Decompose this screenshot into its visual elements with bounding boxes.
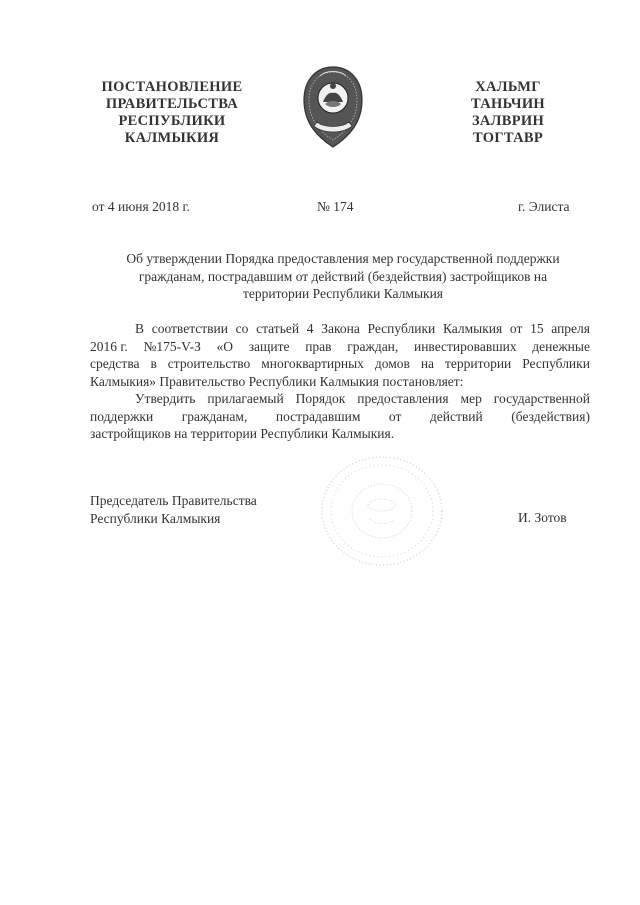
header-left-line: ПРАВИТЕЛЬСТВА: [105, 96, 239, 112]
document-date: от 4 июня 2018 г.: [92, 199, 190, 214]
body-word: денежные: [532, 338, 590, 354]
body-line: [90, 390, 590, 408]
title-line: гражданам, пострадавшим от действий (бездействия) застройщиков на: [138, 268, 548, 284]
signatory-name: И. Зотов: [518, 510, 567, 525]
header-left-block: [92, 79, 252, 147]
body-word: защите: [248, 338, 290, 354]
body-word: соответствии: [151, 321, 228, 336]
body-word: 4: [306, 321, 314, 336]
body-line: [90, 355, 590, 373]
body-word: мер: [460, 391, 482, 406]
body-line: [90, 338, 590, 356]
title-line: территории Республики Калмыкия: [242, 286, 444, 301]
body-word: 15: [530, 321, 544, 336]
body-word: «О: [216, 338, 234, 354]
official-seal-stamp-icon: [318, 453, 446, 569]
kalmykia-coat-of-arms-icon: [300, 64, 366, 150]
signatory-title-line: Председатель Правительства: [90, 493, 257, 508]
document-body: [90, 320, 590, 443]
document-city: г. Элиста: [518, 199, 570, 214]
body-word: Порядок: [295, 391, 346, 406]
header-right-line: ХАЛЬМГ: [475, 79, 541, 95]
header-right-line: ТОГТАВР: [472, 130, 544, 146]
body-word: территории: [444, 356, 512, 371]
signatory-title: [90, 492, 257, 528]
body-word: гражданам,: [181, 408, 248, 424]
body-word: прав: [305, 338, 332, 354]
body-word: Закона: [321, 321, 360, 336]
body-word: (бездействия): [511, 408, 590, 424]
body-word: Утвердить: [135, 391, 196, 406]
body-word: от: [509, 321, 523, 336]
body-word: государственной: [493, 391, 590, 406]
body-word: пострадавшим: [275, 408, 361, 424]
document-number: № 174: [317, 199, 354, 214]
header-left-line: ПОСТАНОВЛЕНИЕ: [101, 79, 243, 95]
body-word: статьей: [256, 321, 300, 336]
body-word: инвестировавших: [413, 338, 517, 354]
body-line: Калмыкия» Правительство Республики Калмыкия постановляет:: [90, 373, 464, 389]
body-word: предоставления: [357, 391, 449, 406]
body-word: на: [420, 356, 435, 371]
signatory-title-line: Республики Калмыкия: [90, 511, 221, 526]
header-right-line: ТАНЬЧИН: [471, 96, 545, 112]
body-word: домов: [374, 356, 410, 371]
body-word: Калмыкия: [442, 321, 503, 336]
body-word: Республики: [367, 321, 436, 336]
body-word: средства: [90, 356, 140, 371]
body-word: №175-V-З: [143, 338, 201, 354]
body-word: поддержки: [90, 408, 154, 424]
body-line: застройщиков на территории Республики Калмыкия.: [90, 426, 395, 441]
header-right-line: ЗАЛВРИН: [471, 113, 545, 129]
document-title: [96, 250, 590, 303]
body-word: действий: [429, 408, 483, 424]
body-word: многоквартирных: [261, 356, 364, 371]
header-left-line: КАЛМЫКИЯ: [124, 130, 220, 146]
body-word: 2016 г.: [90, 338, 128, 354]
body-word: в: [150, 356, 157, 371]
body-word: В: [135, 321, 145, 336]
body-word: от: [388, 408, 402, 424]
body-line: [90, 408, 590, 426]
body-word: граждан,: [347, 338, 399, 354]
body-line: [90, 320, 590, 338]
header-right-block: [448, 79, 568, 147]
body-word: апреля: [551, 321, 590, 336]
body-word: Республики: [522, 356, 590, 371]
body-word: со: [235, 321, 249, 336]
body-word: прилагаемый: [207, 391, 284, 406]
header-left-line: РЕСПУБЛИКИ: [118, 113, 226, 129]
body-word: строительство: [167, 356, 251, 371]
title-line: Об утверждении Порядка предоставления мер государственной поддержки: [126, 251, 560, 266]
